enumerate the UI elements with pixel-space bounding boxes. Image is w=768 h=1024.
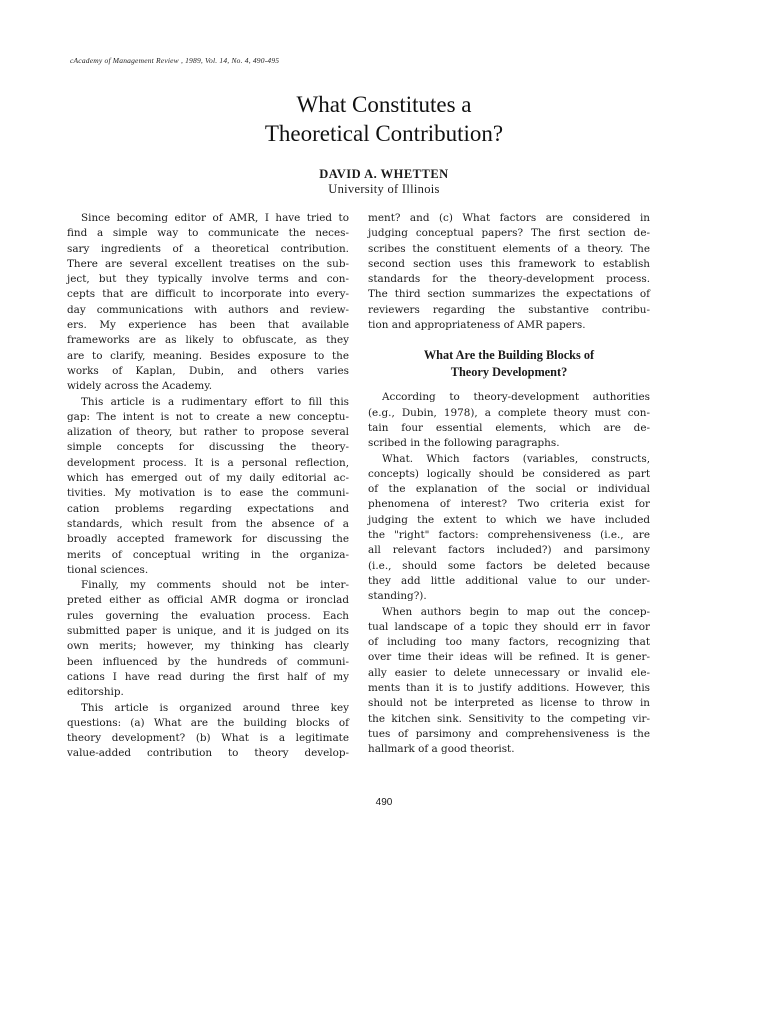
text-line: the kitchen sink. Sensitivity to the competing vir- bbox=[368, 712, 650, 725]
text-line: frameworks are as likely to obfuscate, as they bbox=[67, 334, 349, 347]
text-line: cation problems regarding expectations and bbox=[67, 502, 349, 515]
text-line: day communications with authors and review- bbox=[67, 303, 349, 316]
text-line: standards for the theory-development process. bbox=[368, 273, 650, 286]
text-line: ject, but they typically involve terms and con- bbox=[67, 273, 349, 286]
text-line: judging the extent to which we have included bbox=[368, 513, 650, 526]
text-line: broadly accepted framework for discussing the bbox=[67, 533, 349, 546]
text-line: judging conceptual papers? The first section de- bbox=[368, 227, 650, 240]
text-line: should not be interpreted as license to throw in bbox=[368, 697, 650, 710]
text-line: Finally, my comments should not be inter- bbox=[81, 579, 349, 592]
text-line: find a simple way to communicate the neces- bbox=[67, 227, 349, 240]
section-heading bbox=[368, 347, 650, 381]
text-line: tain four essential elements, which are de- bbox=[368, 421, 650, 434]
text-line: Since becoming editor of AMR, I have tried to bbox=[81, 212, 349, 224]
text-line: value-added contribution to theory develop- bbox=[67, 747, 349, 760]
text-line: standing?). bbox=[368, 590, 427, 603]
author-name: DAVID A. WHETTEN bbox=[319, 167, 449, 181]
text-line: widely across the Academy. bbox=[67, 380, 213, 393]
text-line: There are several excellent treatises on the sub- bbox=[67, 257, 349, 270]
text-line: second section uses this framework to establish bbox=[368, 257, 650, 270]
text-line: ments than it is to justify additions. However, this bbox=[368, 682, 650, 695]
text-line: merits of conceptual writing in the organiza- bbox=[67, 548, 349, 561]
text-line: been influenced by the hundreds of communi- bbox=[67, 655, 349, 668]
text-line: editorship. bbox=[67, 686, 124, 699]
text-line: reviewers regarding the substantive contribu- bbox=[368, 303, 650, 316]
text-line: of including too many factors, recognizing that bbox=[368, 636, 650, 649]
text-line: over time their ideas will be refined. It is gener- bbox=[368, 651, 650, 664]
text-line: (e.g., Dubin, 1978), a complete theory must con- bbox=[368, 406, 650, 419]
text-line: The third section summarizes the expectations of bbox=[368, 288, 650, 301]
text-line: tues of parsimony and comprehensiveness is the bbox=[368, 727, 650, 740]
text-line: the "right" factors: comprehensiveness (i.e., are bbox=[368, 529, 650, 542]
text-line: This article is a rudimentary effort to fill this bbox=[81, 395, 349, 408]
text-line: rules governing the evaluation process. Each bbox=[67, 609, 349, 622]
text-line: tual landscape of a topic they should err in favor bbox=[368, 620, 650, 633]
text-line: all relevant factors included?) and parsimony bbox=[368, 544, 650, 557]
spacer bbox=[368, 381, 650, 390]
spacer bbox=[368, 333, 650, 347]
title-line-2: Theoretical Contribution? bbox=[264, 121, 504, 146]
author-affiliation: University of Illinois bbox=[328, 182, 440, 196]
text-line: phenomena of interest? Two criteria exist for bbox=[368, 498, 650, 511]
title-line-1: What Constitutes a bbox=[296, 92, 472, 117]
text-line: alization of theory, but rather to propose several bbox=[67, 426, 349, 439]
text-line: scribed in the following paragraphs. bbox=[368, 437, 560, 450]
section-heading-line-2: Theory Development? bbox=[450, 365, 568, 380]
text-line: of the explanation of the social or individual bbox=[368, 483, 650, 496]
text-line: works of Kaplan, Dubin, and others varies bbox=[67, 364, 349, 377]
text-line: standards, which result from the absence of a bbox=[67, 517, 349, 530]
section-heading-line-1: What Are the Building Blocks of bbox=[423, 348, 595, 363]
text-line: tivities. My motivation is to ease the communi- bbox=[67, 487, 349, 500]
text-line: development process. It is a personal reflection, bbox=[67, 456, 349, 469]
text-line: When authors begin to map out the concep- bbox=[382, 605, 650, 618]
article-title bbox=[0, 90, 768, 148]
text-line: sary ingredients of a theoretical contribution. bbox=[67, 242, 349, 255]
text-line: ment? and (c) What factors are considered in bbox=[368, 212, 650, 224]
text-line: are to clarify, meaning. Besides exposure to the bbox=[67, 349, 349, 362]
text-line: preted either as official AMR dogma or ironclad bbox=[67, 594, 349, 607]
text-line: According to theory-development authorities bbox=[382, 391, 650, 404]
text-line: which has emerged out of my daily editorial ac- bbox=[67, 472, 349, 485]
text-line: theory development? (b) What is a legitimate bbox=[67, 732, 349, 745]
text-line: What. Which factors (variables, constructs, bbox=[382, 452, 650, 465]
text-line: submitted paper is unique, and it is judged on its bbox=[67, 625, 349, 638]
left-column bbox=[67, 211, 349, 762]
text-line: gap: The intent is not to create a new conceptu- bbox=[67, 410, 349, 423]
text-line: (i.e., should some factors be deleted because bbox=[368, 559, 650, 572]
text-line: tional sciences. bbox=[67, 563, 149, 576]
text-line: questions: (a) What are the building blocks of bbox=[67, 716, 349, 729]
text-line: concepts) logically should be considered as part bbox=[368, 467, 650, 480]
text-line: they add little additional value to our under- bbox=[368, 574, 650, 587]
text-line: tion and appropriateness of AMR papers. bbox=[368, 319, 586, 332]
text-line: simple concepts for discussing the theory- bbox=[67, 441, 349, 454]
text-line: cepts that are difficult to incorporate into every- bbox=[67, 288, 349, 301]
text-line: ers. My experience has been that available bbox=[67, 319, 349, 332]
text-line: This article is organized around three key bbox=[81, 701, 349, 714]
text-line: own merits; however, my thinking has clearly bbox=[67, 640, 349, 653]
text-line: scribes the constituent elements of a theory. The bbox=[368, 242, 650, 255]
journal-citation: cAcademy of Management Review , 1989, Vol. 14, No. 4, 490-495 bbox=[70, 56, 280, 65]
text-line: hallmark of a good theorist. bbox=[368, 743, 515, 756]
page-number: 490 bbox=[375, 797, 393, 808]
right-column bbox=[368, 211, 650, 758]
text-line: cations I have read during the first half of my bbox=[67, 670, 349, 683]
text-line: ally easier to delete unnecessary or invalid ele- bbox=[368, 666, 650, 679]
